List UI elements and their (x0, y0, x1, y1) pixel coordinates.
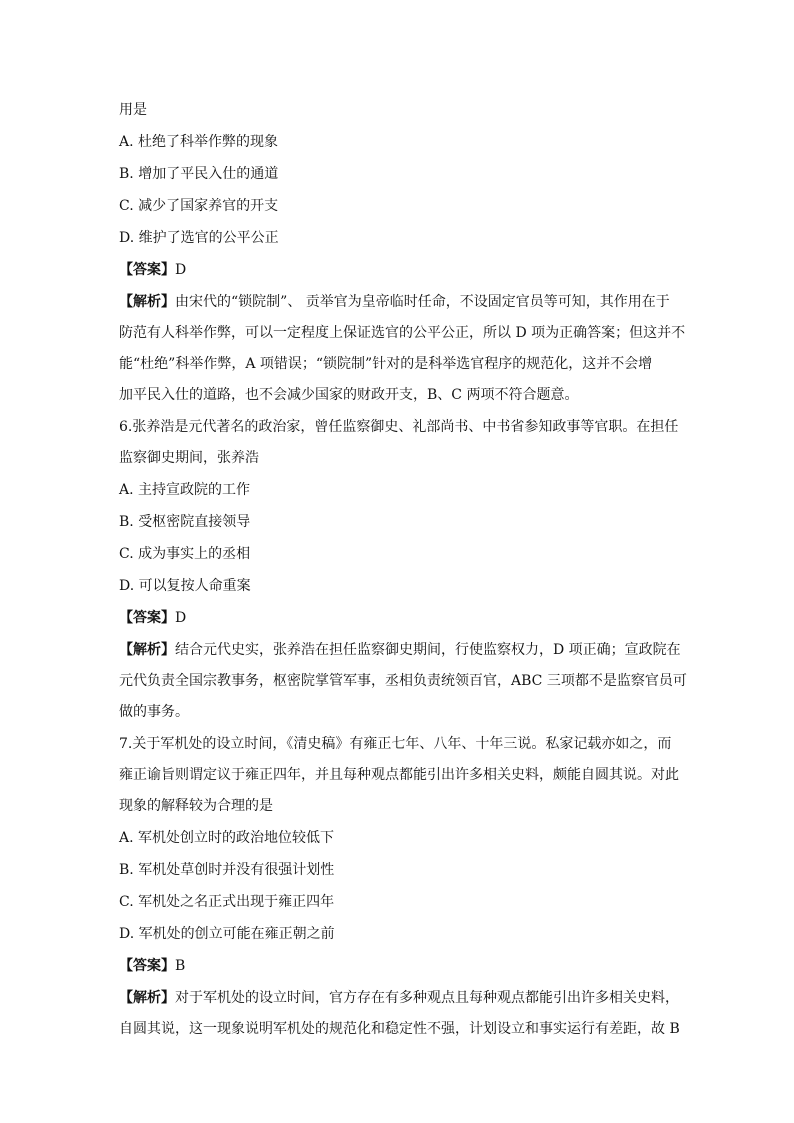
q7-stem-line-3: 现象的解释较为合理的是 (119, 798, 273, 814)
answer-value: B (175, 958, 186, 974)
analysis-tag: 【解析】 (119, 294, 175, 310)
q7-stem-line-2: 雍正谕旨则谓定议于雍正四年，并且每种观点都能引出许多相关史料，颇能自圆其说。对此 (119, 767, 679, 783)
q7-option-d: D. 军机处的创立可能在雍正朝之前 (119, 926, 335, 942)
analysis-tag: 【解析】 (119, 990, 175, 1006)
q5-analysis-line-2: 防范有人科举作弊，可以一定程度上保证选官的公平公正，所以 D 项为正确答案；但这并不 (119, 325, 686, 341)
q7-analysis-line-2: 自圆其说，这一现象说明军机处的规范化和稳定性不强，计划设立和事实运行有差距，故 B (119, 1021, 680, 1037)
q7-stem-line-1: 7.关于军机处的设立时间，《清史稿》有雍正七年、八年、十年三说。私家记载亦如之，而 (119, 736, 672, 752)
question-5 (119, 100, 686, 405)
answer-value: D (175, 610, 187, 626)
q6-analysis-line-1: 【解析】结合元代史实，张养浩在担任监察御史期间，行使监察权力，D 项正确；宣政院在 (119, 642, 681, 658)
answer-value: D (175, 262, 187, 278)
q6-option-c: C. 成为事实上的丞相 (119, 546, 251, 562)
q5-analysis-line-3: 能“杜绝”科举作弊，A 项错误；“锁院制”针对的是科举选官程序的规范化，这并不会增 (119, 356, 653, 372)
answer-tag: 【答案】 (119, 610, 175, 626)
q6-analysis-line-2: 元代负责全国宗教事务，枢密院掌管军事，丞相负责统领百官，ABC 三项都不是监察官员可 (119, 673, 687, 689)
q6-stem-line-2: 监察御史期间，张养浩 (119, 450, 259, 466)
q7-answer (119, 956, 679, 976)
analysis-tag: 【解析】 (119, 642, 175, 658)
question-7 (119, 734, 679, 1039)
q5-option-b: B. 增加了平民入仕的通道 (119, 166, 279, 182)
q5-option-d: D. 维护了选官的公平公正 (119, 230, 279, 246)
answer-tag: 【答案】 (119, 958, 175, 974)
document-page (119, 100, 687, 1039)
q7-option-a: A. 军机处创立时的政治地位较低下 (119, 830, 335, 846)
q5-answer (119, 260, 679, 280)
q7-option-c: C. 军机处之名正式出现于雍正四年 (119, 894, 335, 910)
q5-stem-tail: 用是 (119, 102, 147, 118)
q6-stem-line-1: 6.张养浩是元代著名的政治家，曾任监察御史、礼部尚书、中书省参知政事等官职。在担任 (119, 419, 679, 435)
q5-analysis-line-4: 加平民入仕的道路，也不会减少国家的财政开支，B、C 两项不符合题意。 (119, 387, 579, 403)
q5-analysis-line-1: 【解析】由宋代的“锁院制”、 贡举官为皇帝临时任命，不设固定官员等可知，其作用在于 (119, 294, 670, 310)
q7-option-b: B. 军机处草创时并没有很强计划性 (119, 862, 335, 878)
q7-analysis-line-1: 【解析】对于军机处的设立时间，官方存在有多种观点且每种观点都能引出许多相关史料， (119, 990, 679, 1006)
q6-answer (119, 608, 679, 628)
q5-option-c: C. 减少了国家养官的开支 (119, 198, 279, 214)
question-6 (119, 417, 687, 722)
answer-tag: 【答案】 (119, 262, 175, 278)
q6-option-b: B. 受枢密院直接领导 (119, 514, 251, 530)
q6-option-a: A. 主持宣政院的工作 (119, 482, 251, 498)
q5-option-a: A. 杜绝了科举作弊的现象 (119, 134, 279, 150)
q6-analysis-line-3: 做的事务。 (119, 704, 189, 720)
q6-option-d: D. 可以复按人命重案 (119, 578, 251, 594)
